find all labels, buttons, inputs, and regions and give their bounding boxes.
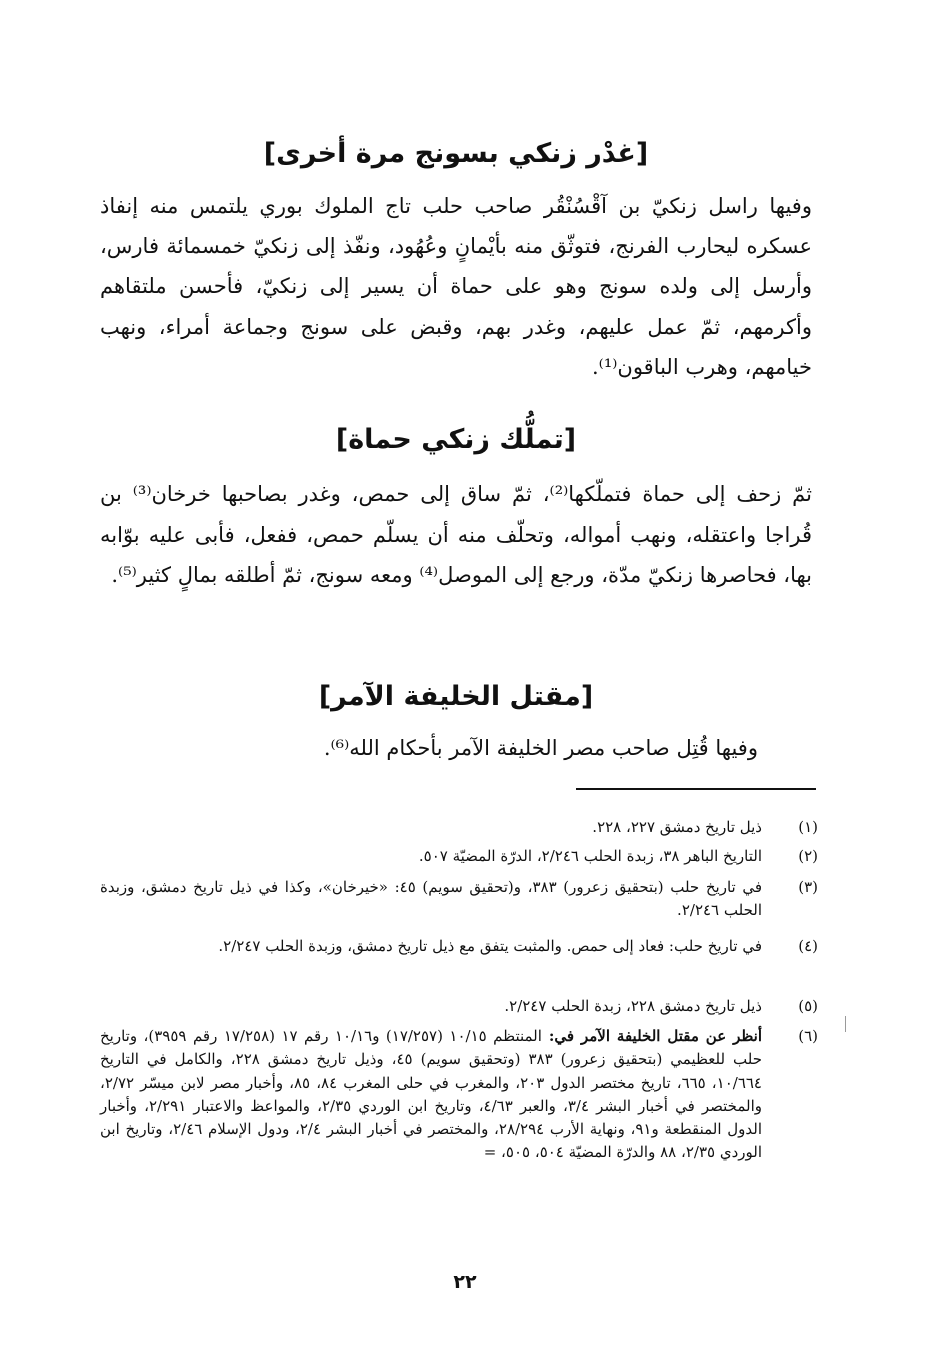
footnote-text: ذيل تاريخ دمشق ٢٢٨، زبدة الحلب ٢/٢٤٧.: [504, 997, 762, 1015]
footnote-number: (٤): [798, 937, 818, 955]
section-heading-hama: [تملُّك زنكي حماة]: [335, 424, 577, 455]
footnote-3: [100, 876, 818, 923]
footnote-number: (٣): [798, 878, 818, 896]
footnote-number: (١): [798, 818, 818, 836]
footnote-text: التاريخ الباهر ٣٨، زبدة الحلب ٢/٢٤٦، الدرّة المضيّة ٥٠٧.: [418, 847, 762, 865]
footnote-number: (٦): [798, 1027, 818, 1045]
footnote-text: في تاريخ حلب (بتحقيق زعرور) ٣٨٣، و(تحقيق سويم) ٤٥: «خيرخان»، وكذا في ذيل تاريخ دمشق، وزبدة الحلب ٢/٢٤٦.: [100, 878, 762, 920]
footnote-text: [100, 1025, 762, 1165]
section-heading-caliph: [مقتل الخليفة الآمر]: [318, 681, 594, 712]
footnote-number: (٢): [798, 847, 818, 865]
footnote-2: [100, 845, 818, 868]
footnote-6: [100, 1025, 818, 1165]
footnote-text: في تاريخ حلب: فعاد إلى حمص. والمثبت يتفق مع ذيل تاريخ دمشق، وزبدة الحلب ٢/٢٤٧.: [218, 937, 762, 955]
section-heading-betrayal: [غدْر زنكي بسونج مرة أخرى]: [263, 138, 649, 169]
footnote-separator: [576, 788, 816, 790]
footnote-number: (٥): [798, 997, 818, 1015]
footnote-5: [100, 995, 818, 1018]
margin-mark: [845, 1016, 846, 1032]
footnote-text: ذيل تاريخ دمشق ٢٢٧، ٢٢٨.: [592, 818, 762, 836]
footnote-body: المنتظم ١٠/١٥ (١٧/٢٥٧) و١٠/١٦ رقم ١٧ (١٧/٢٥٨ رقم ٣٩٥٩)، وتاريخ حلب للعظيمي (بتحقيق زعرور) ٣٨٣ (وتحقيق سويم) ٤٥، وذيل تاريخ دمشق ٢٢٨، والكامل في التاريخ ١٠/٦٦٤، ٦٦٥، تاريخ مختصر الدول ٢٠٣، والمغرب في حلى المغرب ٨٤، ٨٥، وأخبار مصر لابن ميسّر ٢/٧٢، والمختصر في أخبار البشر ٣/٤، والعبر ٤/٦٣، وتاريخ ابن الوردي ٢/٣٥، والمواعظ والاعتبار ٢/٢٩١، وأخبار الدول المنقطعة و٩١، ونهاية الأرب ٢٨/٢٩٤، والمختصر في أخبار البشر ٢/٤، ودول الإسلام ٢/٤٦، وتاريخ ابن الوردي ٢/٣٥، ٨٨ والدرّة المضيّة ٥٠٤، ٥٠٥، =: [100, 1027, 763, 1162]
section-paragraph-betrayal: وفيها راسل زنكيّ بن آقْسُنْقُر صاحب حلب تاج الملوك بوري يلتمس منه إنفاذ عسكره ليحارب الفرنج، فتوثّق منه بأيْمانٍ وعُهُود، ونفّذ إلى زنكيّ خمسمائة فارس، وأرسل إلى ولده سونج وهو على حماة أن يسير إلى زنكيّ، فأحسن ملتقاهم وأكرمهم، ثمّ عمل عليهم، وغدر بهم، وقبض على سونج وجماعة أمراء، ونهب خيامهم، وهرب الباقون⁽¹⁾.: [100, 194, 812, 379]
footnote-4: [100, 935, 818, 958]
section-paragraph-caliph: وفيها قُتِل صاحب مصر الخليفة الآمر بأحكام الله⁽⁶⁾.: [323, 736, 758, 760]
section-paragraph-hama: ثمّ زحف إلى حماة فتملّكها⁽²⁾، ثمّ ساق إلى حمص، وغدر بصاحبها خرخان⁽³⁾ بن قُراجا واعتقله، ونهب أمواله، وتحلّف منه أن يسلّم حمص، ففعل، فأبى عليه بوّابه بها، فحاصرها زنكيّ مدّة، ورجع إلى الموصل⁽⁴⁾ ومعه سونج، ثمّ أطلقه بمالٍ كثير⁽⁵⁾.: [100, 482, 812, 587]
footnote-1: [100, 816, 818, 839]
footnote-lead: أنظر عن مقتل الخليفة الآمر في:: [541, 1027, 762, 1045]
page-number: ٢٢: [453, 1271, 477, 1293]
